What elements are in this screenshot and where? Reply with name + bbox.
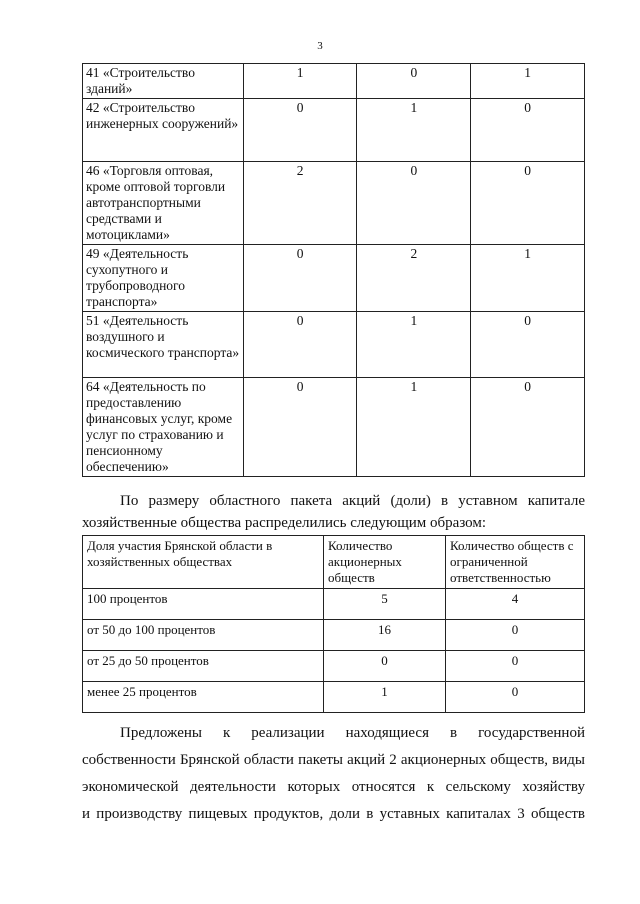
paragraph-line: собственности Брянской области пакеты акций 2 акционерных обществ, виды: [82, 752, 585, 768]
share-label: от 50 до 100 процентов: [83, 620, 324, 651]
activity-name: 41 «Строительство зданий»: [83, 64, 244, 99]
table-row: [83, 378, 585, 477]
share-table: [82, 535, 585, 713]
count-b: 0: [357, 162, 471, 245]
jsc-count: 1: [324, 682, 446, 713]
activity-table: [82, 63, 585, 477]
activity-name: 51 «Деятельность воздушного и космического транспорта»: [83, 312, 244, 378]
header-jsc-count: Количество акционерных обществ: [324, 536, 446, 589]
count-b: 1: [357, 378, 471, 477]
table-row: [83, 99, 585, 162]
count-a: 0: [243, 378, 357, 477]
paragraph-line: хозяйственные общества распределились следующим образом:: [82, 515, 487, 531]
table-row: [83, 682, 585, 713]
count-b: 1: [357, 312, 471, 378]
header-llc-count: Количество обществ с ограниченной ответственностью: [446, 536, 585, 589]
table-row: [83, 245, 585, 312]
count-a: 0: [243, 245, 357, 312]
table-row: [83, 589, 585, 620]
paragraph-line: экономической деятельности которых относятся к сельскому хозяйству: [82, 779, 585, 795]
activity-name: 46 «Торговля оптовая, кроме оптовой торговли автотранспортными средствами и мотоциклами»: [83, 162, 244, 245]
count-b: 2: [357, 245, 471, 312]
count-c: 0: [471, 378, 585, 477]
count-c: 1: [471, 64, 585, 99]
table-row: [83, 312, 585, 378]
count-c: 0: [471, 312, 585, 378]
count-a: 1: [243, 64, 357, 99]
llc-count: 4: [446, 589, 585, 620]
page-number: 3: [317, 40, 323, 52]
count-a: 2: [243, 162, 357, 245]
count-a: 0: [243, 312, 357, 378]
activity-name: 42 «Строительство инженерных сооружений»: [83, 99, 244, 162]
header-share: Доля участия Брянской области в хозяйственных обществах: [83, 536, 324, 589]
share-label: 100 процентов: [83, 589, 324, 620]
paragraph-share-intro: [82, 490, 585, 534]
count-c: 1: [471, 245, 585, 312]
activity-name: 49 «Деятельность сухопутного и трубопроводного транспорта»: [83, 245, 244, 312]
jsc-count: 5: [324, 589, 446, 620]
llc-count: 0: [446, 651, 585, 682]
llc-count: 0: [446, 682, 585, 713]
table-row: [83, 651, 585, 682]
activity-name: 64 «Деятельность по предоставлению финансовых услуг, кроме услуг по страхованию и пенсионному обеспечению»: [83, 378, 244, 477]
paragraph-line: По размеру областного пакета акций (доли) в уставном капитале: [120, 493, 585, 509]
llc-count: 0: [446, 620, 585, 651]
count-b: 1: [357, 99, 471, 162]
table-header-row: [83, 536, 585, 589]
count-a: 0: [243, 99, 357, 162]
table-row: [83, 64, 585, 99]
share-label: от 25 до 50 процентов: [83, 651, 324, 682]
jsc-count: 16: [324, 620, 446, 651]
jsc-count: 0: [324, 651, 446, 682]
paragraph-sale-proposal: [82, 720, 585, 828]
paragraph-line: Предложены к реализации находящиеся в государственной: [120, 725, 585, 741]
table-row: [83, 620, 585, 651]
paragraph-line: и производству пищевых продуктов, доли в уставных капиталах 3 обществ: [82, 806, 585, 822]
count-b: 0: [357, 64, 471, 99]
table-row: [83, 162, 585, 245]
count-c: 0: [471, 162, 585, 245]
share-label: менее 25 процентов: [83, 682, 324, 713]
count-c: 0: [471, 99, 585, 162]
